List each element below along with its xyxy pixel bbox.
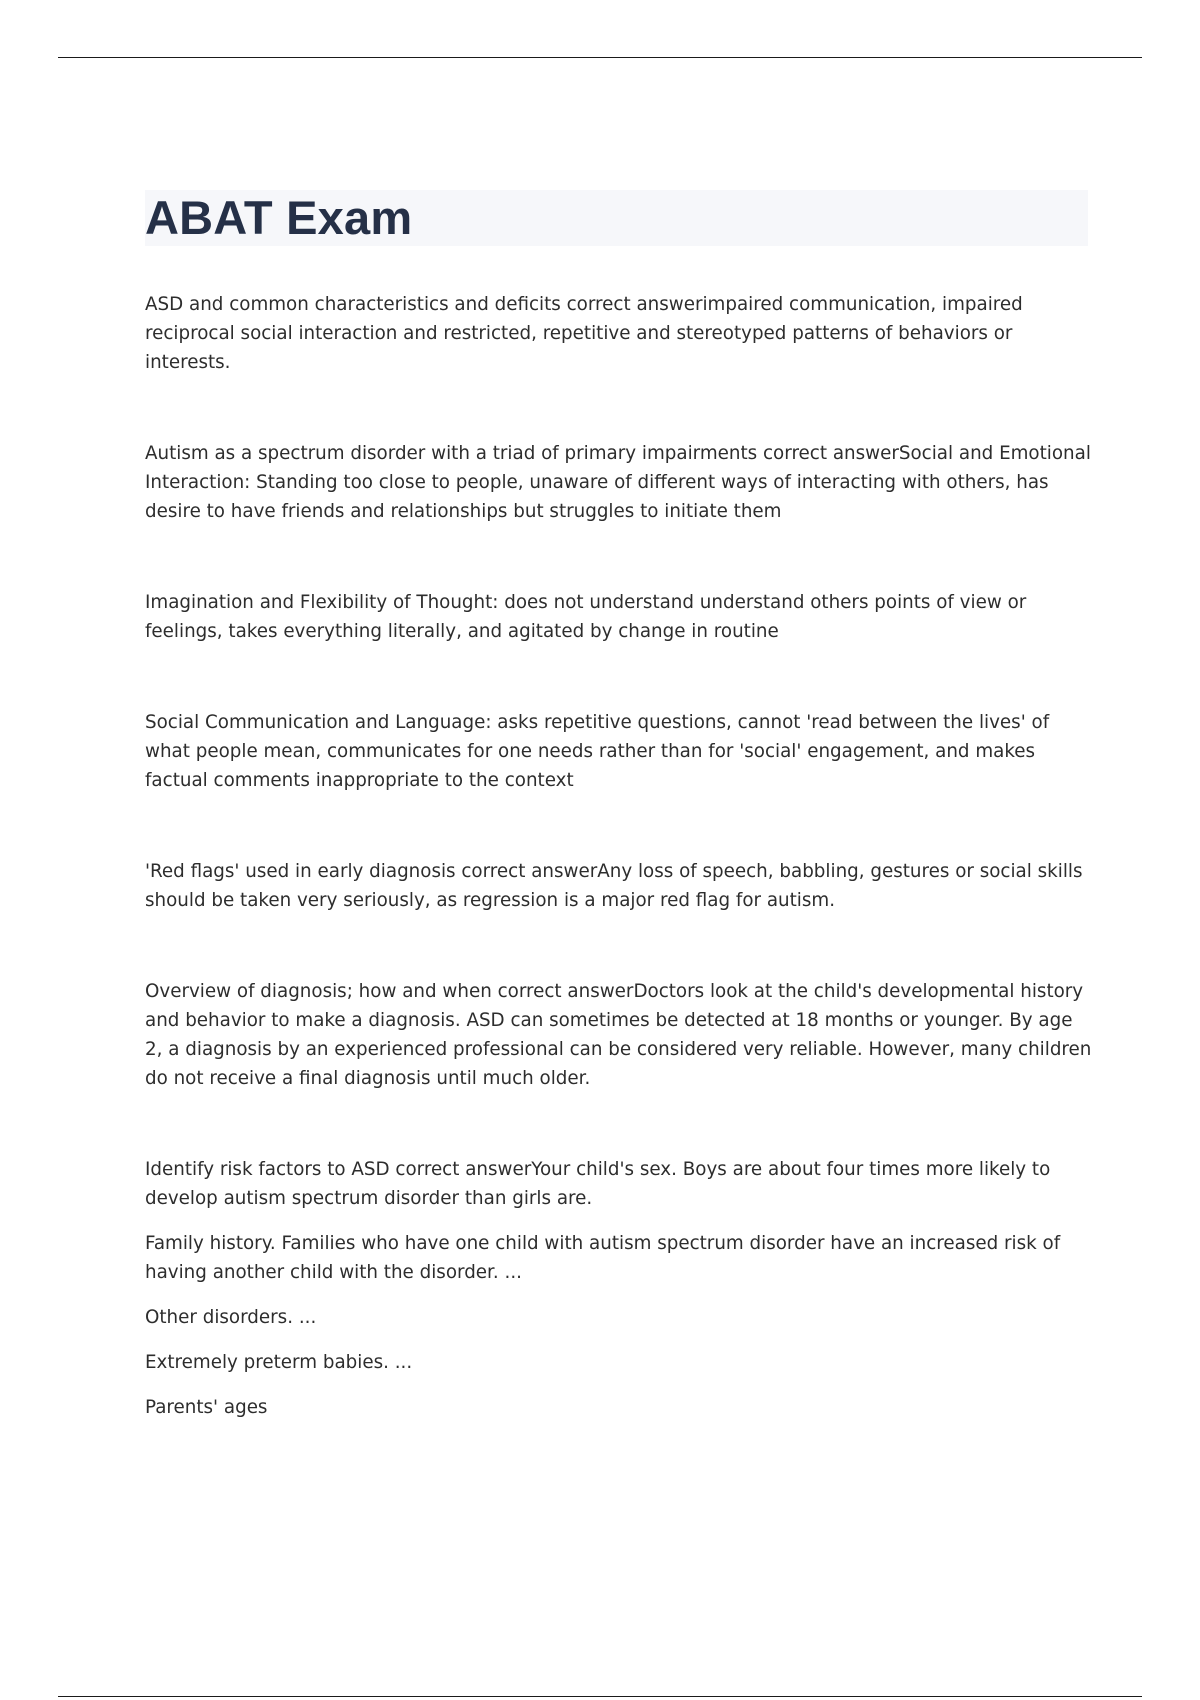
paragraph-other-disorders: Other disorders. ... — [145, 1307, 317, 1328]
document-title: ABAT Exam — [145, 191, 413, 244]
paragraph-parents-ages: Parents' ages — [145, 1397, 268, 1418]
paragraph-imagination: Imagination and Flexibility of Thought: does not understand understand others points of view or feelings, takes everything literally, and agitated by change in routine — [145, 592, 1027, 642]
paragraph-autism-spectrum: Autism as a spectrum disorder with a triad of primary impairments correct answerSocial and Emotional Interaction: Standing too close to people, unaware of different ways of interacting with others, has desire to have friends and relationships but struggles to initiate them — [145, 443, 1091, 522]
paragraph-family-history: Family history. Families who have one child with autism spectrum disorder have an increased risk of having another child with the disorder. ... — [145, 1233, 1061, 1283]
paragraph-social-communication: Social Communication and Language: asks repetitive questions, cannot 'read between the lives' of what people mean, communicates for one needs rather than for 'social' engagement, and makes factual comments inappropriate to the context — [145, 712, 1050, 791]
paragraph-risk-factors: Identify risk factors to ASD correct answerYour child's sex. Boys are about four times more likely to develop autism spectrum disorder than girls are. — [145, 1159, 1051, 1209]
bottom-rule — [58, 1696, 1142, 1697]
paragraph-diagnosis-overview: Overview of diagnosis; how and when correct answerDoctors look at the child's developmental history and behavior to make a diagnosis. ASD can sometimes be detected at 18 months or younger. By age 2, a diagnosis by an experienced professional can be considered very reliable. However, many children do not receive a final diagnosis until much older. — [145, 981, 1092, 1089]
top-rule — [58, 57, 1142, 58]
paragraph-red-flags: 'Red flags' used in early diagnosis correct answerAny loss of speech, babbling, gestures or social skills should be taken very seriously, as regression is a major red flag for autism. — [145, 861, 1083, 911]
document-body — [145, 290, 1095, 1422]
paragraph-asd-characteristics: ASD and common characteristics and deficits correct answerimpaired communication, impaired reciprocal social interaction and restricted, repetitive and stereotyped patterns of behaviors or interests. — [145, 294, 1023, 373]
paragraph-preterm-babies: Extremely preterm babies. ... — [145, 1352, 413, 1373]
